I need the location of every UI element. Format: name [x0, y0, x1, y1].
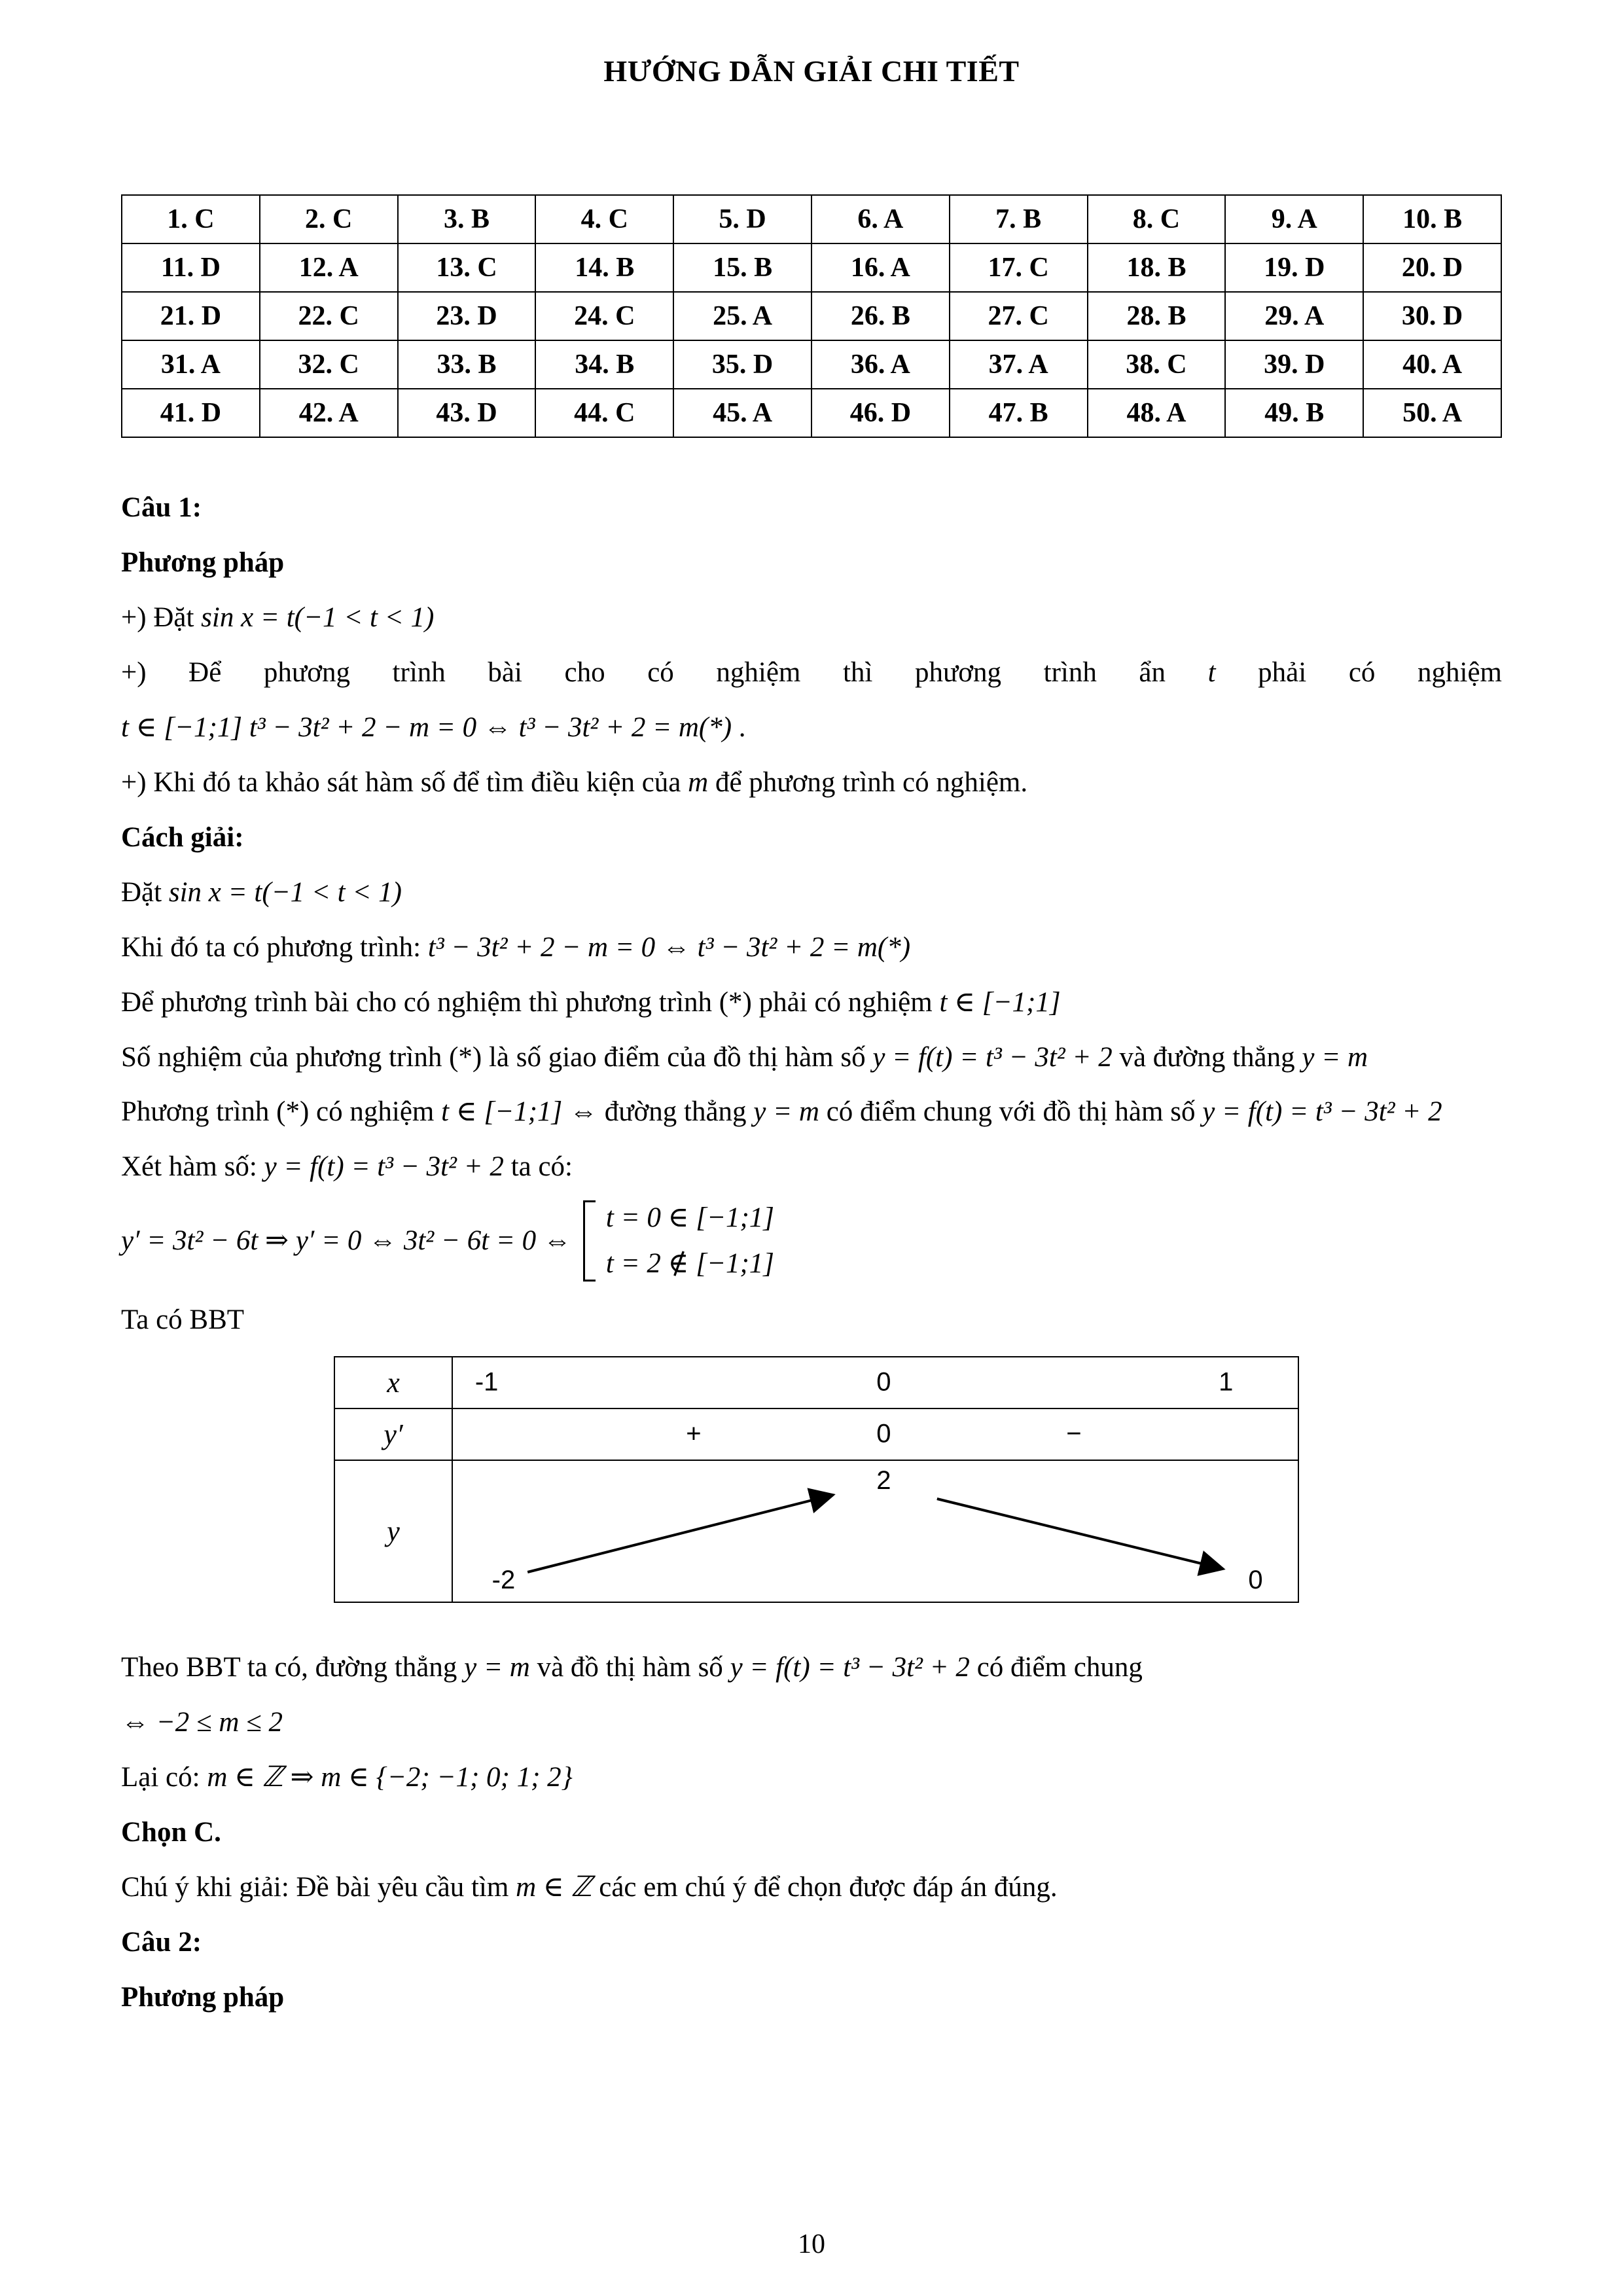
answer-cell: 22. C	[260, 292, 398, 340]
bbt-left-value: -2	[491, 1565, 516, 1594]
answer-cell: 33. B	[398, 340, 536, 389]
text-segment: y = f(t) = t³ − 3t² + 2	[264, 1151, 504, 1183]
answer-table-row	[122, 243, 1501, 292]
answer-cell: 39. D	[1225, 340, 1363, 389]
text-segment: m ∈ ℤ	[516, 1871, 592, 1903]
heading-cau-1	[121, 484, 1502, 532]
conclusion-m-range	[121, 1698, 1502, 1747]
conclusion-theo-bbt	[121, 1643, 1502, 1692]
answer-cell: 25. A	[673, 292, 812, 340]
text-segment: y = f(t) = t³ − 3t² + 2	[1202, 1096, 1442, 1128]
bbt-right-value: 0	[1248, 1565, 1263, 1594]
text-segment: m	[688, 766, 709, 798]
case-2: t = 2 ∉ [−1;1]	[605, 1248, 775, 1280]
text-segment: y = f(t) = t³ − 3t² + 2	[730, 1651, 970, 1683]
answer-cell: 48. A	[1088, 389, 1226, 437]
page-title: HƯỚNG DẪN GIẢI CHI TIẾT	[603, 54, 1020, 88]
answer-table-row	[122, 292, 1501, 340]
answer-cell: 44. C	[535, 389, 673, 437]
bbt-arrow-up	[527, 1495, 833, 1572]
answer-cell: 7. B	[950, 195, 1088, 243]
answer-cell: 31. A	[122, 340, 260, 389]
text-segment: t ∈ [−1;1]	[939, 986, 1061, 1018]
answer-cell: 32. C	[260, 340, 398, 389]
text-segment: Phương pháp	[121, 1981, 285, 2013]
text-segment: các em chú ý để chọn được đáp án đúng.	[592, 1871, 1058, 1903]
text-segment: y = f(t) = t³ − 3t² + 2	[872, 1041, 1113, 1073]
text-segment: Theo BBT ta có, đường thẳng	[121, 1651, 465, 1683]
answer-cell: 26. B	[812, 292, 950, 340]
answer-cell: 12. A	[260, 243, 398, 292]
answer-cell: 19. D	[1225, 243, 1363, 292]
cases-stack	[606, 1200, 774, 1282]
text-segment: Chọn C.	[121, 1816, 221, 1848]
answer-cell: 13. C	[398, 243, 536, 292]
bbt-row-function	[335, 1461, 1298, 1602]
answer-cell: 35. D	[673, 340, 812, 389]
answer-chon-c	[121, 1808, 1502, 1857]
method-step-2-formula	[121, 704, 1502, 752]
text-segment: đường thẳng	[597, 1096, 754, 1128]
text-segment: sin x = t(−1 < t < 1)	[201, 601, 435, 633]
text-segment: Số nghiệm của phương trình (*) là số giao điểm của đồ thị hàm số	[121, 1041, 873, 1073]
bbt-var-label: x	[335, 1357, 453, 1408]
method-step-2	[121, 649, 1502, 697]
bbt-row-x	[335, 1357, 1298, 1409]
text-segment: t	[1207, 656, 1216, 688]
text-segment: sin x = t(−1 < t < 1)	[168, 876, 402, 908]
answer-cell: 23. D	[398, 292, 536, 340]
answer-key-table	[121, 194, 1502, 438]
answer-cell: 6. A	[812, 195, 950, 243]
answer-cell: 15. B	[673, 243, 812, 292]
text-segment: Để phương trình bài cho có nghiệm thì phương trình (*) phải có nghiệm	[121, 986, 940, 1018]
answer-cell: 40. A	[1363, 340, 1501, 389]
answer-cell: 30. D	[1363, 292, 1501, 340]
text-segment: Cách giải:	[121, 821, 244, 853]
bbt-x-right: 1	[1219, 1367, 1234, 1397]
solution-line-diem-chung	[121, 1088, 1502, 1136]
method-step-3	[121, 759, 1502, 807]
text-segment: t³ − 3t² + 2 − m = 0 ⇔ t³ − 3t² + 2 = m(*)	[427, 931, 911, 963]
method-step-1	[121, 594, 1502, 642]
solution-line-phuong-trinh	[121, 924, 1502, 972]
solution-line-dieu-kien	[121, 978, 1502, 1027]
answer-key-table-body	[122, 195, 1501, 437]
answer-cell: 38. C	[1088, 340, 1226, 389]
derivative-lead: y′ = 3t² − 6t ⇒ y′ = 0 ⇔ 3t² − 6t = 0 ⇔	[121, 1225, 571, 1257]
text-segment: có điểm chung	[969, 1651, 1143, 1683]
heading-phuong-phap-2	[121, 1973, 1502, 2022]
answer-cell: 36. A	[812, 340, 950, 389]
bbt-max-value: 2	[876, 1465, 891, 1495]
bbt-deriv-values	[453, 1409, 1298, 1460]
cases-group	[583, 1200, 774, 1282]
note-chu-y	[121, 1863, 1502, 1912]
answer-cell: 16. A	[812, 243, 950, 292]
solution-line-xet-ham-so	[121, 1143, 1502, 1191]
text-segment: Ta có BBT	[121, 1304, 245, 1335]
answer-cell: 50. A	[1363, 389, 1501, 437]
heading-phuong-phap	[121, 539, 1502, 587]
solution-line-dat	[121, 869, 1502, 917]
answer-cell: 17. C	[950, 243, 1088, 292]
text-segment: Lại có:	[121, 1761, 207, 1793]
answer-table-row	[122, 340, 1501, 389]
bbt-deriv-label: y′	[335, 1409, 453, 1460]
answer-cell: 8. C	[1088, 195, 1226, 243]
heading-cach-giai	[121, 814, 1502, 862]
answer-cell: 11. D	[122, 243, 260, 292]
text-segment: y = m	[464, 1651, 530, 1683]
answer-cell: 28. B	[1088, 292, 1226, 340]
answer-table-row	[122, 389, 1501, 437]
text-segment: +) Để phương trình bài cho có nghiệm thì phương trình ẩn	[121, 656, 1208, 688]
answer-cell: 45. A	[673, 389, 812, 437]
bbt-sign-zero: 0	[876, 1419, 891, 1448]
bbt-func-label: y	[335, 1461, 453, 1602]
answer-cell: 41. D	[122, 389, 260, 437]
answer-cell: 18. B	[1088, 243, 1226, 292]
text-segment: Đặt	[121, 876, 169, 908]
conclusion-lai-co	[121, 1753, 1502, 1802]
text-segment: t ∈ [−1;1] ⇔	[441, 1096, 597, 1128]
left-bracket-icon	[583, 1200, 596, 1282]
text-segment: +) Đặt	[121, 601, 202, 633]
text-segment: y = m	[753, 1096, 819, 1128]
page-number: 10	[798, 2229, 825, 2259]
answer-cell: 49. B	[1225, 389, 1363, 437]
answer-cell: 10. B	[1363, 195, 1501, 243]
text-segment: Chú ý khi giải: Đề bài yêu cầu tìm	[121, 1871, 516, 1903]
answer-cell: 5. D	[673, 195, 812, 243]
text-segment: có điểm chung với đồ thị hàm số	[819, 1096, 1203, 1128]
text-segment: Phương pháp	[121, 547, 285, 578]
answer-cell: 34. B	[535, 340, 673, 389]
text-segment: Xét hàm số:	[121, 1151, 264, 1183]
answer-cell: 3. B	[398, 195, 536, 243]
text-segment: và đường thẳng	[1112, 1041, 1302, 1073]
bbt-x-mid: 0	[876, 1367, 891, 1397]
text-segment: Câu 2:	[121, 1926, 202, 1958]
answer-cell: 27. C	[950, 292, 1088, 340]
answer-cell: 21. D	[122, 292, 260, 340]
bbt-sign-plus: +	[686, 1419, 702, 1448]
answer-table-row	[122, 195, 1501, 243]
answer-cell: 37. A	[950, 340, 1088, 389]
text-segment: .	[732, 711, 746, 743]
answer-cell: 47. B	[950, 389, 1088, 437]
solution-line-ta-co-bbt	[121, 1296, 1502, 1344]
answer-cell: 4. C	[535, 195, 673, 243]
heading-cau-2	[121, 1918, 1502, 1967]
answer-cell: 24. C	[535, 292, 673, 340]
bbt-sign-minus: −	[1066, 1419, 1082, 1448]
bbt-func-values	[453, 1461, 1298, 1602]
text-segment: m ∈ ℤ ⇒ m ∈ {−2; −1; 0; 1; 2}	[207, 1761, 573, 1793]
text-segment: và đồ thị hàm số	[529, 1651, 730, 1683]
text-segment: Phương trình (*) có nghiệm	[121, 1096, 442, 1128]
text-segment: để phương trình có nghiệm.	[708, 766, 1028, 798]
variation-table	[334, 1356, 1299, 1603]
bbt-row-derivative	[335, 1409, 1298, 1461]
text-segment: +) Khi đó ta khảo sát hàm số để tìm điều kiện của	[121, 766, 688, 798]
bbt-arrow-down	[937, 1499, 1223, 1569]
answer-cell: 46. D	[812, 389, 950, 437]
answer-cell: 29. A	[1225, 292, 1363, 340]
bbt-x-values	[453, 1357, 1298, 1408]
text-segment: ta có:	[503, 1151, 573, 1183]
bbt-arrows	[453, 1461, 1298, 1602]
answer-cell: 9. A	[1225, 195, 1363, 243]
answer-cell: 14. B	[535, 243, 673, 292]
bbt-x-left: -1	[474, 1367, 499, 1397]
text-segment: Khi đó ta có phương trình:	[121, 931, 428, 963]
case-1: t = 0 ∈ [−1;1]	[605, 1202, 775, 1234]
text-segment: y = m	[1302, 1041, 1368, 1073]
derivative-cases-formula	[121, 1200, 1502, 1282]
answer-cell: 1. C	[122, 195, 260, 243]
text-segment: Câu 1:	[121, 492, 202, 523]
text-segment: t ∈ [−1;1] t³ − 3t² + 2 − m = 0 ⇔ t³ − 3t² + 2 = m(*)	[121, 711, 732, 743]
solution-line-so-nghiem	[121, 1033, 1502, 1082]
text-segment: phải có nghiệm	[1215, 656, 1502, 688]
answer-cell: 2. C	[260, 195, 398, 243]
text-segment: ⇔ −2 ≤ m ≤ 2	[121, 1706, 283, 1738]
answer-cell: 43. D	[398, 389, 536, 437]
answer-cell: 20. D	[1363, 243, 1501, 292]
answer-cell: 42. A	[260, 389, 398, 437]
